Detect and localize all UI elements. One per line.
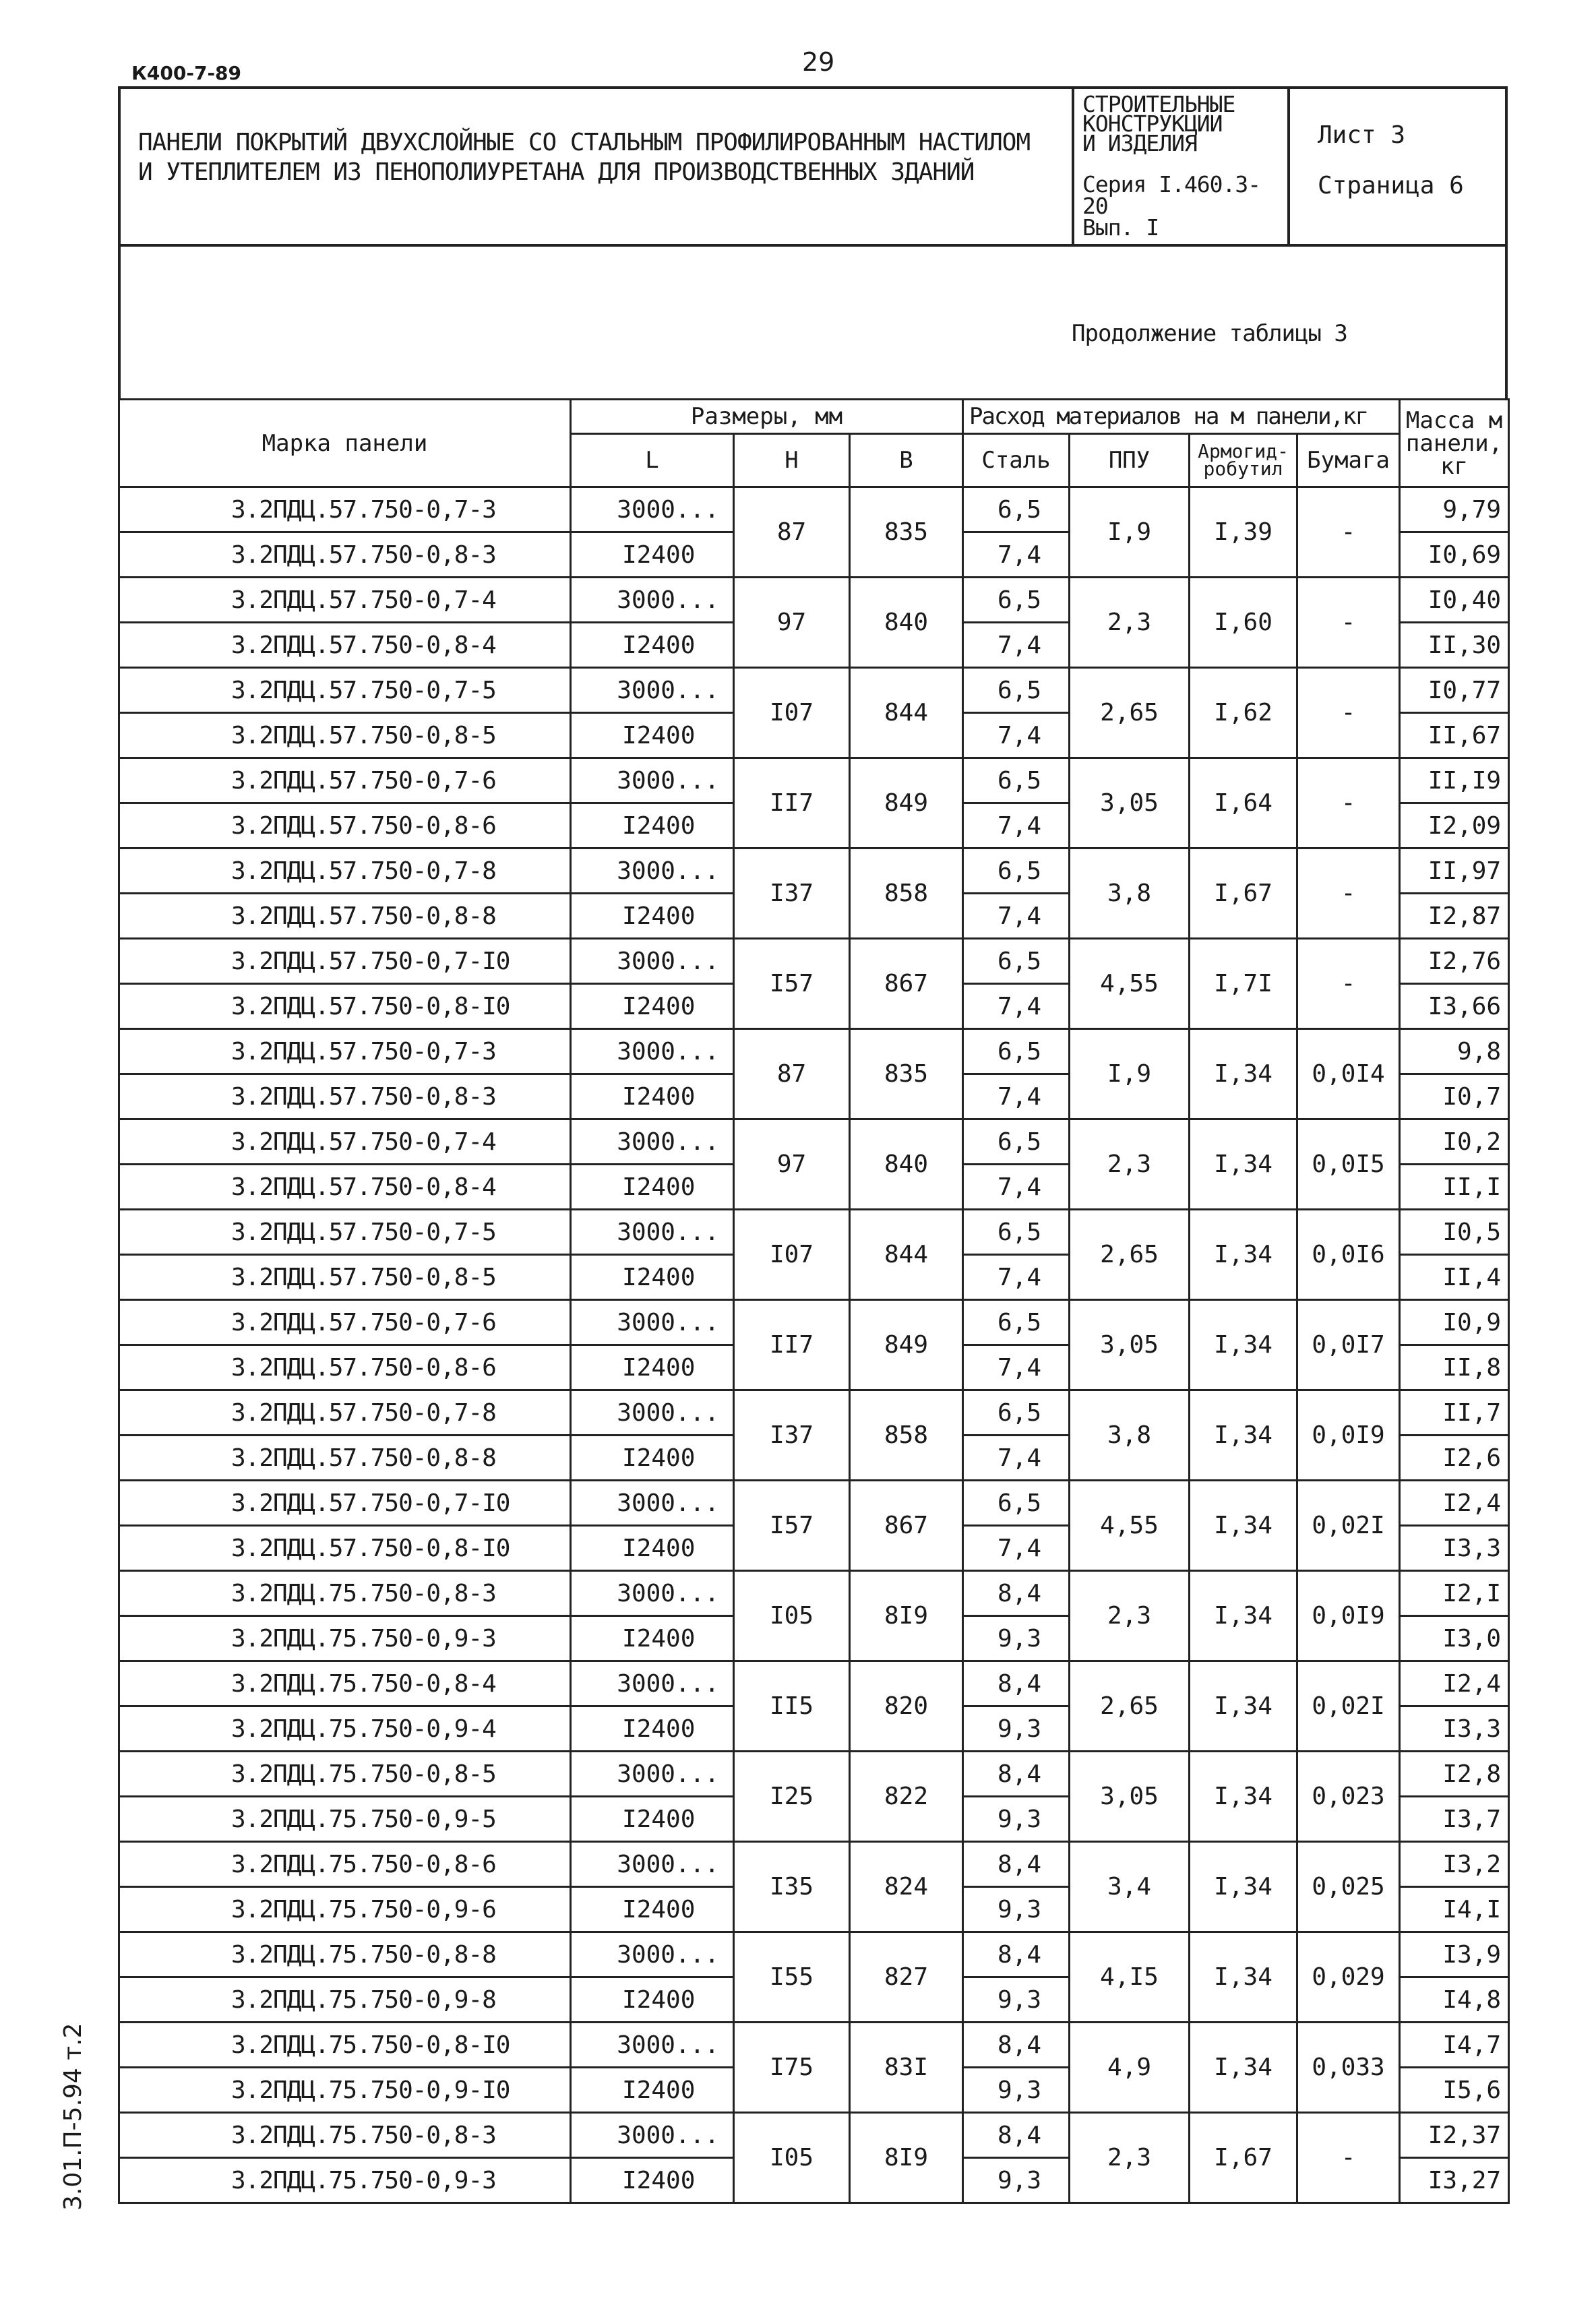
series-line: Серия I.460.3-20 <box>1082 171 1261 219</box>
length-to: I2400 <box>571 2068 734 2113</box>
panel-mark: 3.2ПДЦ.57.750-0,8-4 <box>119 623 571 668</box>
series-label <box>1082 171 1285 241</box>
width-value: 858 <box>850 849 963 939</box>
title-divider <box>1287 86 1290 247</box>
height-value: I05 <box>734 2113 850 2203</box>
table-row <box>119 758 1509 803</box>
mass-value: 9,8 <box>1400 1029 1509 1074</box>
height-value: 97 <box>734 578 850 668</box>
panel-mark: 3.2ПДЦ.57.750-0,7-5 <box>119 1210 571 1255</box>
ppu-value: 3,4 <box>1070 1842 1190 1932</box>
steel-value: 9,3 <box>963 2068 1070 2113</box>
width-value: 867 <box>850 939 963 1029</box>
width-value: 867 <box>850 1481 963 1571</box>
mass-value: I2,4 <box>1400 1661 1509 1706</box>
steel-value: 6,5 <box>963 1481 1070 1526</box>
ppu-value: 2,65 <box>1070 1661 1190 1752</box>
panel-mark: 3.2ПДЦ.75.750-0,9-6 <box>119 1887 571 1932</box>
steel-value: 8,4 <box>963 1661 1070 1706</box>
mass-value: II,I <box>1400 1165 1509 1210</box>
steel-value: 8,4 <box>963 1571 1070 1616</box>
paper-value: 0,0I5 <box>1297 1119 1400 1210</box>
steel-value: 6,5 <box>963 1210 1070 1255</box>
height-value: II7 <box>734 1300 850 1390</box>
paper-value: - <box>1297 668 1400 758</box>
height-value: I75 <box>734 2023 850 2113</box>
length-from: 3000... <box>571 1842 734 1887</box>
issue-line: Вып. I <box>1082 214 1159 241</box>
length-from: 3000... <box>571 2113 734 2158</box>
length-from: 3000... <box>571 2023 734 2068</box>
mass-value: I2,8 <box>1400 1752 1509 1797</box>
height-value: I37 <box>734 1390 850 1481</box>
table-row <box>119 487 1509 532</box>
paper-value: 0,029 <box>1297 1932 1400 2023</box>
mass-value: I3,2 <box>1400 1842 1509 1887</box>
length-to: I2400 <box>571 1616 734 1661</box>
mass-value: I4,7 <box>1400 2023 1509 2068</box>
document-number: К400-7-89 <box>131 62 242 84</box>
steel-value: 9,3 <box>963 1977 1070 2023</box>
ppu-value: 3,8 <box>1070 1390 1190 1481</box>
panel-mark: 3.2ПДЦ.57.750-0,8-6 <box>119 1345 571 1390</box>
steel-value: 6,5 <box>963 668 1070 713</box>
ppu-value: 2,65 <box>1070 668 1190 758</box>
ppu-value: 4,I5 <box>1070 1932 1190 2023</box>
header-materials: Расход материалов на м панели,кг <box>963 400 1400 434</box>
header-width: В <box>850 434 963 487</box>
steel-value: 6,5 <box>963 1029 1070 1074</box>
panel-mark: 3.2ПДЦ.57.750-0,7-I0 <box>119 1481 571 1526</box>
page-label: Страница 6 <box>1318 172 1464 199</box>
length-to: I2400 <box>571 623 734 668</box>
armo-value: I,34 <box>1190 1842 1297 1932</box>
width-value: 840 <box>850 578 963 668</box>
length-to: I2400 <box>571 1165 734 1210</box>
steel-value: 6,5 <box>963 758 1070 803</box>
mass-value: I3,7 <box>1400 1797 1509 1842</box>
table-continuation-label: Продолжение таблицы 3 <box>1072 320 1347 347</box>
ppu-value: 4,55 <box>1070 939 1190 1029</box>
steel-value: 7,4 <box>963 1165 1070 1210</box>
mass-value: I3,0 <box>1400 1616 1509 1661</box>
steel-value: 7,4 <box>963 1345 1070 1390</box>
mass-value: I0,7 <box>1400 1074 1509 1119</box>
width-value: 827 <box>850 1932 963 2023</box>
panel-mark: 3.2ПДЦ.57.750-0,8-3 <box>119 1074 571 1119</box>
steel-value: 9,3 <box>963 2158 1070 2203</box>
length-from: 3000... <box>571 1210 734 1255</box>
length-to: I2400 <box>571 1706 734 1752</box>
panel-mark: 3.2ПДЦ.75.750-0,8-3 <box>119 1571 571 1616</box>
mass-value: I4,I <box>1400 1887 1509 1932</box>
table-row <box>119 2023 1509 2068</box>
mass-value: I0,40 <box>1400 578 1509 623</box>
ppu-value: 2,3 <box>1070 578 1190 668</box>
length-from: 3000... <box>571 758 734 803</box>
armo-value: I,67 <box>1190 849 1297 939</box>
length-to: I2400 <box>571 2158 734 2203</box>
header-mass: Масса м панели, кг <box>1400 400 1509 487</box>
width-value: 820 <box>850 1661 963 1752</box>
panel-mark: 3.2ПДЦ.57.750-0,8-6 <box>119 803 571 849</box>
armo-value: I,34 <box>1190 1752 1297 1842</box>
page-number: 29 <box>802 47 835 77</box>
mass-value: I3,9 <box>1400 1932 1509 1977</box>
ppu-value: 3,05 <box>1070 1752 1190 1842</box>
steel-value: 8,4 <box>963 1932 1070 1977</box>
armo-value: I,34 <box>1190 1119 1297 1210</box>
panel-mark: 3.2ПДЦ.57.750-0,8-3 <box>119 532 571 578</box>
panel-mark: 3.2ПДЦ.57.750-0,8-I0 <box>119 1526 571 1571</box>
category-label <box>1082 91 1285 156</box>
mass-value: I3,3 <box>1400 1526 1509 1571</box>
length-from: 3000... <box>571 1119 734 1165</box>
table-row <box>119 939 1509 984</box>
panel-mark: 3.2ПДЦ.57.750-0,7-5 <box>119 668 571 713</box>
armo-value: I,34 <box>1190 1390 1297 1481</box>
width-value: 835 <box>850 1029 963 1119</box>
panel-mark: 3.2ПДЦ.75.750-0,9-5 <box>119 1797 571 1842</box>
width-value: 849 <box>850 1300 963 1390</box>
armo-value: I,39 <box>1190 487 1297 578</box>
mass-value: I2,I <box>1400 1571 1509 1616</box>
panel-mark: 3.2ПДЦ.57.750-0,8-4 <box>119 1165 571 1210</box>
armo-value: I,34 <box>1190 1932 1297 2023</box>
steel-value: 6,5 <box>963 1119 1070 1165</box>
panel-mark: 3.2ПДЦ.57.750-0,7-3 <box>119 487 571 532</box>
height-value: I05 <box>734 1571 850 1661</box>
ppu-value: 4,9 <box>1070 2023 1190 2113</box>
armo-value: I,34 <box>1190 1661 1297 1752</box>
header-mark: Марка панели <box>119 400 571 487</box>
mass-value: I0,77 <box>1400 668 1509 713</box>
header-steel: Сталь <box>963 434 1070 487</box>
length-from: 3000... <box>571 849 734 894</box>
table-row <box>119 1029 1509 1074</box>
steel-value: 9,3 <box>963 1797 1070 1842</box>
height-value: 97 <box>734 1119 850 1210</box>
length-to: I2400 <box>571 532 734 578</box>
width-value: 835 <box>850 487 963 578</box>
length-to: I2400 <box>571 1345 734 1390</box>
length-from: 3000... <box>571 939 734 984</box>
panel-mark: 3.2ПДЦ.75.750-0,9-8 <box>119 1977 571 2023</box>
paper-value: 0,02I <box>1297 1661 1400 1752</box>
armo-value: I,34 <box>1190 1481 1297 1571</box>
length-from: 3000... <box>571 1300 734 1345</box>
steel-value: 6,5 <box>963 1300 1070 1345</box>
length-to: I2400 <box>571 894 734 939</box>
steel-value: 6,5 <box>963 578 1070 623</box>
paper-value: - <box>1297 758 1400 849</box>
panel-mark: 3.2ПДЦ.57.750-0,8-8 <box>119 1436 571 1481</box>
mass-value: I0,9 <box>1400 1300 1509 1345</box>
ppu-value: 3,8 <box>1070 849 1190 939</box>
steel-value: 6,5 <box>963 1390 1070 1436</box>
steel-value: 9,3 <box>963 1887 1070 1932</box>
length-from: 3000... <box>571 1571 734 1616</box>
length-from: 3000... <box>571 1932 734 1977</box>
width-value: 824 <box>850 1842 963 1932</box>
mass-value: II,30 <box>1400 623 1509 668</box>
steel-value: 8,4 <box>963 2113 1070 2158</box>
armo-value: I,62 <box>1190 668 1297 758</box>
panel-mark: 3.2ПДЦ.75.750-0,9-4 <box>119 1706 571 1752</box>
panel-mark: 3.2ПДЦ.57.750-0,7-6 <box>119 1300 571 1345</box>
mass-value: I0,69 <box>1400 532 1509 578</box>
ppu-value: 2,3 <box>1070 1571 1190 1661</box>
panel-mark: 3.2ПДЦ.57.750-0,7-4 <box>119 1119 571 1165</box>
width-value: 844 <box>850 1210 963 1300</box>
mass-value: I3,66 <box>1400 984 1509 1029</box>
panel-mark: 3.2ПДЦ.75.750-0,9-I0 <box>119 2068 571 2113</box>
armo-value: I,60 <box>1190 578 1297 668</box>
category-line: И ИЗДЕЛИЯ <box>1082 130 1197 156</box>
length-to: I2400 <box>571 803 734 849</box>
steel-value: 9,3 <box>963 1616 1070 1661</box>
panel-mark: 3.2ПДЦ.75.750-0,8-4 <box>119 1661 571 1706</box>
steel-value: 7,4 <box>963 713 1070 758</box>
width-value: 8I9 <box>850 2113 963 2203</box>
ppu-value: 2,65 <box>1070 1210 1190 1300</box>
paper-value: 0,033 <box>1297 2023 1400 2113</box>
table-row <box>119 1390 1509 1436</box>
paper-value: 0,025 <box>1297 1842 1400 1932</box>
steel-value: 7,4 <box>963 984 1070 1029</box>
steel-value: 7,4 <box>963 1526 1070 1571</box>
mass-value: I2,37 <box>1400 2113 1509 2158</box>
category-line: СТРОИТЕЛЬНЫЕ <box>1082 91 1235 117</box>
width-value: 858 <box>850 1390 963 1481</box>
panel-mark: 3.2ПДЦ.75.750-0,8-5 <box>119 1752 571 1797</box>
header-armo-line: робутил <box>1203 458 1283 480</box>
armo-value: I,67 <box>1190 2113 1297 2203</box>
height-value: I07 <box>734 668 850 758</box>
panel-mark: 3.2ПДЦ.57.750-0,8-I0 <box>119 984 571 1029</box>
armo-value: I,34 <box>1190 1210 1297 1300</box>
table-row <box>119 849 1509 894</box>
panel-mark: 3.2ПДЦ.75.750-0,9-3 <box>119 1616 571 1661</box>
paper-value: - <box>1297 487 1400 578</box>
length-from: 3000... <box>571 1390 734 1436</box>
panel-mark: 3.2ПДЦ.57.750-0,8-8 <box>119 894 571 939</box>
length-to: I2400 <box>571 1526 734 1571</box>
steel-value: 6,5 <box>963 939 1070 984</box>
side-code: 3.01.П-5.94 т.2 <box>59 2023 87 2211</box>
paper-value: - <box>1297 939 1400 1029</box>
steel-value: 7,4 <box>963 1436 1070 1481</box>
table-row <box>119 1210 1509 1255</box>
length-to: I2400 <box>571 713 734 758</box>
height-value: I57 <box>734 1481 850 1571</box>
table-row <box>119 1842 1509 1887</box>
height-value: I25 <box>734 1752 850 1842</box>
mass-value: I2,4 <box>1400 1481 1509 1526</box>
mass-value: I3,27 <box>1400 2158 1509 2203</box>
panels-table <box>118 398 1510 2204</box>
panel-mark: 3.2ПДЦ.57.750-0,7-4 <box>119 578 571 623</box>
header-armo <box>1190 434 1297 487</box>
mass-value: I0,5 <box>1400 1210 1509 1255</box>
steel-value: 8,4 <box>963 1752 1070 1797</box>
height-value: I55 <box>734 1932 850 2023</box>
length-to: I2400 <box>571 1977 734 2023</box>
paper-value: - <box>1297 849 1400 939</box>
title-line: И УТЕПЛИТЕЛЕМ ИЗ ПЕНОПОЛИУРЕТАНА ДЛЯ ПРОИЗВОДСТВЕННЫХ ЗДАНИЙ <box>138 158 975 186</box>
armo-value: I,34 <box>1190 1029 1297 1119</box>
ppu-value: 2,3 <box>1070 2113 1190 2203</box>
header-ppu: ППУ <box>1070 434 1190 487</box>
panel-mark: 3.2ПДЦ.75.750-0,8-I0 <box>119 2023 571 2068</box>
steel-value: 7,4 <box>963 1074 1070 1119</box>
steel-value: 7,4 <box>963 894 1070 939</box>
height-value: I35 <box>734 1842 850 1932</box>
table-row <box>119 578 1509 623</box>
mass-value: II,7 <box>1400 1390 1509 1436</box>
ppu-value: 4,55 <box>1070 1481 1190 1571</box>
steel-value: 6,5 <box>963 849 1070 894</box>
header-paper: Бумага <box>1297 434 1400 487</box>
armo-value: I,34 <box>1190 2023 1297 2113</box>
paper-value: 0,0I4 <box>1297 1029 1400 1119</box>
length-to: I2400 <box>571 1436 734 1481</box>
length-from: 3000... <box>571 578 734 623</box>
table-row <box>119 1119 1509 1165</box>
steel-value: 9,3 <box>963 1706 1070 1752</box>
table-row <box>119 1481 1509 1526</box>
ppu-value: 2,3 <box>1070 1119 1190 1210</box>
length-from: 3000... <box>571 487 734 532</box>
header-length: L <box>571 434 734 487</box>
width-value: 849 <box>850 758 963 849</box>
armo-value: I,34 <box>1190 1571 1297 1661</box>
height-value: II5 <box>734 1661 850 1752</box>
mass-value: I0,2 <box>1400 1119 1509 1165</box>
length-from: 3000... <box>571 1481 734 1526</box>
height-value: I07 <box>734 1210 850 1300</box>
height-value: I37 <box>734 849 850 939</box>
mass-value: I5,6 <box>1400 2068 1509 2113</box>
steel-value: 7,4 <box>963 803 1070 849</box>
paper-value: 0,0I6 <box>1297 1210 1400 1300</box>
mass-value: II,I9 <box>1400 758 1509 803</box>
steel-value: 7,4 <box>963 532 1070 578</box>
length-from: 3000... <box>571 668 734 713</box>
category-line: КОНСТРУКЦИИ <box>1082 111 1223 137</box>
panel-mark: 3.2ПДЦ.57.750-0,7-6 <box>119 758 571 803</box>
paper-value: 0,0I7 <box>1297 1300 1400 1390</box>
armo-value: I,34 <box>1190 1300 1297 1390</box>
table-row <box>119 1661 1509 1706</box>
mass-value: 9,79 <box>1400 487 1509 532</box>
steel-value: 7,4 <box>963 623 1070 668</box>
mass-value: I4,8 <box>1400 1977 1509 2023</box>
sheet-label: Лист 3 <box>1318 121 1406 149</box>
length-to: I2400 <box>571 1255 734 1300</box>
panel-mark: 3.2ПДЦ.57.750-0,7-8 <box>119 1390 571 1436</box>
panel-mark: 3.2ПДЦ.57.750-0,7-3 <box>119 1029 571 1074</box>
length-to: I2400 <box>571 1074 734 1119</box>
panel-mark: 3.2ПДЦ.75.750-0,9-3 <box>119 2158 571 2203</box>
ppu-value: I,9 <box>1070 487 1190 578</box>
armo-value: I,64 <box>1190 758 1297 849</box>
ppu-value: I,9 <box>1070 1029 1190 1119</box>
steel-value: 6,5 <box>963 487 1070 532</box>
header-dimensions: Размеры, мм <box>571 400 963 434</box>
paper-value: - <box>1297 2113 1400 2203</box>
panel-mark: 3.2ПДЦ.57.750-0,7-8 <box>119 849 571 894</box>
table-row <box>119 1752 1509 1797</box>
length-from: 3000... <box>571 1661 734 1706</box>
mass-value: II,4 <box>1400 1255 1509 1300</box>
paper-value: 0,0I9 <box>1297 1571 1400 1661</box>
title-line: ПАНЕЛИ ПОКРЫТИЙ ДВУХСЛОЙНЫЕ СО СТАЛЬНЫМ ПРОФИЛИРОВАННЫМ НАСТИЛОМ <box>138 129 1031 156</box>
length-to: I2400 <box>571 984 734 1029</box>
table-row <box>119 2113 1509 2158</box>
panel-mark: 3.2ПДЦ.75.750-0,8-3 <box>119 2113 571 2158</box>
panel-mark: 3.2ПДЦ.57.750-0,7-I0 <box>119 939 571 984</box>
header-height: Н <box>734 434 850 487</box>
table-row <box>119 1932 1509 1977</box>
paper-value: - <box>1297 578 1400 668</box>
panel-mark: 3.2ПДЦ.75.750-0,8-8 <box>119 1932 571 1977</box>
paper-value: 0,023 <box>1297 1752 1400 1842</box>
height-value: 87 <box>734 487 850 578</box>
mass-value: I2,76 <box>1400 939 1509 984</box>
width-value: 83I <box>850 2023 963 2113</box>
length-to: I2400 <box>571 1887 734 1932</box>
mass-value: II,8 <box>1400 1345 1509 1390</box>
mass-value: I2,87 <box>1400 894 1509 939</box>
steel-value: 8,4 <box>963 2023 1070 2068</box>
panel-mark: 3.2ПДЦ.57.750-0,8-5 <box>119 713 571 758</box>
height-value: 87 <box>734 1029 850 1119</box>
header-armo-line: Армогид- <box>1198 440 1289 462</box>
document-title <box>138 128 1062 187</box>
length-to: I2400 <box>571 1797 734 1842</box>
table-row <box>119 668 1509 713</box>
ppu-value: 3,05 <box>1070 1300 1190 1390</box>
mass-value: I2,09 <box>1400 803 1509 849</box>
width-value: 8I9 <box>850 1571 963 1661</box>
paper-value: 0,0I9 <box>1297 1390 1400 1481</box>
ppu-value: 3,05 <box>1070 758 1190 849</box>
armo-value: I,7I <box>1190 939 1297 1029</box>
mass-value: I3,3 <box>1400 1706 1509 1752</box>
mass-value: II,67 <box>1400 713 1509 758</box>
steel-value: 7,4 <box>963 1255 1070 1300</box>
width-value: 840 <box>850 1119 963 1210</box>
panel-mark: 3.2ПДЦ.75.750-0,8-6 <box>119 1842 571 1887</box>
panel-mark: 3.2ПДЦ.57.750-0,8-5 <box>119 1255 571 1300</box>
width-value: 844 <box>850 668 963 758</box>
paper-value: 0,02I <box>1297 1481 1400 1571</box>
table-row <box>119 1300 1509 1345</box>
height-value: II7 <box>734 758 850 849</box>
height-value: I57 <box>734 939 850 1029</box>
steel-value: 8,4 <box>963 1842 1070 1887</box>
title-divider <box>1072 86 1074 247</box>
width-value: 822 <box>850 1752 963 1842</box>
mass-value: I2,6 <box>1400 1436 1509 1481</box>
table-row <box>119 1571 1509 1616</box>
length-from: 3000... <box>571 1752 734 1797</box>
length-from: 3000... <box>571 1029 734 1074</box>
mass-value: II,97 <box>1400 849 1509 894</box>
